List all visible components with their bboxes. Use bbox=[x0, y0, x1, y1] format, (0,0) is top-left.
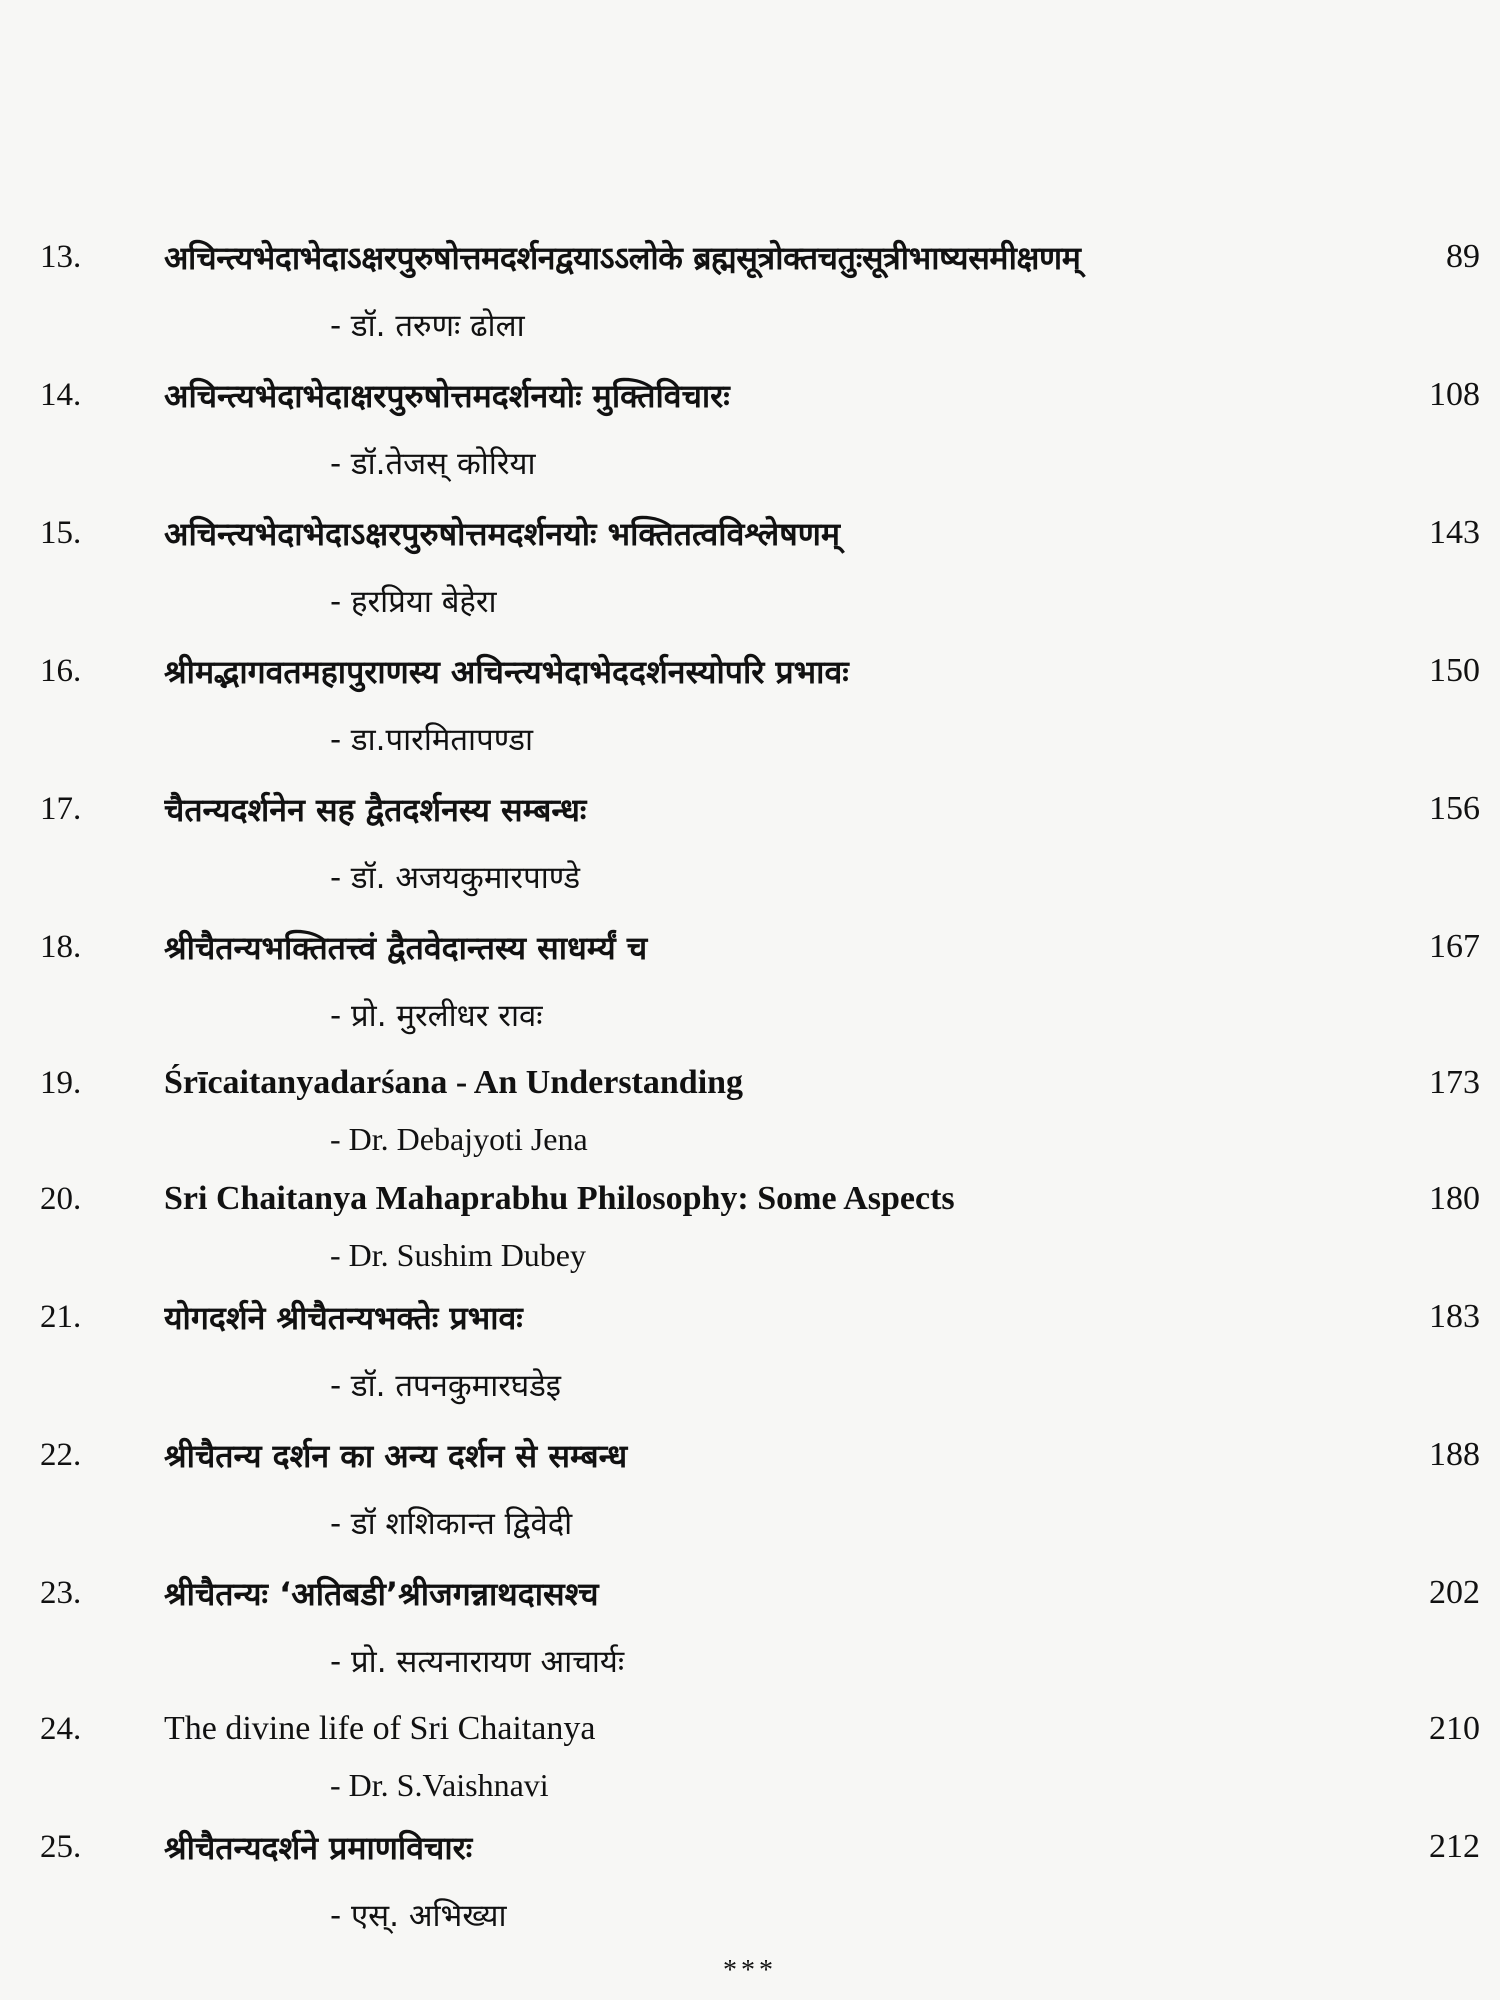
toc-entry-16 bbox=[40, 636, 1480, 774]
entry-page-number: 183 bbox=[1429, 1298, 1480, 1335]
entry-page-number: 150 bbox=[1429, 652, 1480, 689]
entry-number: 23. bbox=[40, 1574, 82, 1611]
toc-entry-25 bbox=[40, 1812, 1480, 1950]
entry-number: 14. bbox=[40, 376, 82, 413]
entry-page-number: 202 bbox=[1429, 1574, 1480, 1611]
entry-author: - डॉ.तेजस् कोरिया bbox=[330, 446, 536, 482]
entry-page-number: 180 bbox=[1429, 1180, 1480, 1217]
entry-author: - Dr. S.Vaishnavi bbox=[330, 1767, 549, 1803]
entry-title: Śrīcaitanyadarśana - An Understanding bbox=[164, 1064, 744, 1101]
entry-title: Sri Chaitanya Mahaprabhu Philosophy: Some Aspects bbox=[164, 1180, 955, 1217]
entry-number: 22. bbox=[40, 1436, 82, 1473]
entry-author: - डॉ. अजयकुमारपाण्डे bbox=[330, 860, 581, 896]
entry-title: श्रीचैतन्यदर्शने प्रमाणविचारः bbox=[164, 1828, 473, 1867]
toc-entry-20 bbox=[40, 1166, 1480, 1282]
entry-number: 24. bbox=[40, 1710, 82, 1747]
entry-title: श्रीमद्भागवतमहापुराणस्य अचिन्त्यभेदाभेददर्शनस्योपरि प्रभावः bbox=[164, 652, 849, 691]
toc-entry-19 bbox=[40, 1050, 1480, 1166]
table-of-contents bbox=[40, 222, 1480, 1950]
entry-author: - डा.पारमितापण्डा bbox=[330, 722, 534, 758]
entry-title: योगदर्शने श्रीचैतन्यभक्तेः प्रभावः bbox=[164, 1298, 523, 1337]
entry-number: 17. bbox=[40, 790, 82, 827]
toc-entry-18 bbox=[40, 912, 1480, 1050]
entry-number: 21. bbox=[40, 1298, 82, 1335]
entry-page-number: 188 bbox=[1429, 1436, 1480, 1473]
end-mark: *** bbox=[723, 1955, 777, 1986]
entry-author: - Dr. Debajyoti Jena bbox=[330, 1121, 588, 1157]
entry-author: - एस्. अभिख्या bbox=[330, 1898, 507, 1934]
entry-number: 15. bbox=[40, 514, 82, 551]
entry-author: - प्रो. मुरलीधर रावः bbox=[330, 998, 543, 1034]
toc-entry-23 bbox=[40, 1558, 1480, 1696]
toc-entry-24 bbox=[40, 1696, 1480, 1812]
entry-page-number: 167 bbox=[1429, 928, 1480, 965]
entry-author: - Dr. Sushim Dubey bbox=[330, 1237, 586, 1273]
entry-title: अचिन्त्यभेदाभेदाक्षरपुरुषोत्तमदर्शनयोः मुक्तिविचारः bbox=[164, 376, 730, 415]
entry-title: श्रीचैतन्यभक्तितत्त्वं द्वैतवेदान्तस्य साधर्म्यं च bbox=[164, 928, 648, 967]
entry-title: श्रीचैतन्य दर्शन का अन्य दर्शन से सम्बन्ध bbox=[164, 1436, 628, 1475]
toc-entry-14 bbox=[40, 360, 1480, 498]
toc-entry-22 bbox=[40, 1420, 1480, 1558]
entry-title: The divine life of Sri Chaitanya bbox=[164, 1710, 596, 1747]
entry-number: 19. bbox=[40, 1064, 82, 1101]
entry-author: - डॉ. तपनकुमारघडेइ bbox=[330, 1368, 562, 1404]
entry-number: 16. bbox=[40, 652, 82, 689]
entry-author: - प्रो. सत्यनारायण आचार्यः bbox=[330, 1644, 625, 1680]
entry-author: - डॉ शशिकान्त द्विवेदी bbox=[330, 1506, 573, 1542]
entry-author: - हरप्रिया बेहेरा bbox=[330, 584, 497, 620]
entry-title: अचिन्त्यभेदाभेदाऽक्षरपुरुषोत्तमदर्शनयोः भक्तितत्वविश्लेषणम् bbox=[164, 514, 841, 553]
toc-entry-13 bbox=[40, 222, 1480, 360]
entry-author: - डॉ. तरुणः ढोला bbox=[330, 308, 525, 344]
entry-page-number: 210 bbox=[1429, 1710, 1480, 1747]
entry-page-number: 108 bbox=[1429, 376, 1480, 413]
entry-number: 18. bbox=[40, 928, 82, 965]
entry-page-number: 89 bbox=[1446, 238, 1480, 275]
entry-page-number: 173 bbox=[1429, 1064, 1480, 1101]
entry-title: चैतन्यदर्शनेन सह द्वैतदर्शनस्य सम्बन्धः bbox=[164, 790, 587, 829]
toc-entry-17 bbox=[40, 774, 1480, 912]
entry-number: 25. bbox=[40, 1828, 82, 1865]
entry-number: 20. bbox=[40, 1180, 82, 1217]
toc-entry-21 bbox=[40, 1282, 1480, 1420]
entry-number: 13. bbox=[40, 238, 82, 275]
entry-title: अचिन्त्यभेदाभेदाऽक्षरपुरुषोत्तमदर्शनद्वयाऽऽलोके ब्रह्मसूत्रोक्तचतुःसूत्रीभाष्यसमीक्षणम् bbox=[164, 238, 1081, 277]
entry-page-number: 143 bbox=[1429, 514, 1480, 551]
entry-page-number: 212 bbox=[1429, 1828, 1480, 1865]
entry-page-number: 156 bbox=[1429, 790, 1480, 827]
toc-entry-15 bbox=[40, 498, 1480, 636]
entry-title: श्रीचैतन्यः ‘अतिबडी’श्रीजगन्नाथदासश्च bbox=[164, 1574, 599, 1613]
